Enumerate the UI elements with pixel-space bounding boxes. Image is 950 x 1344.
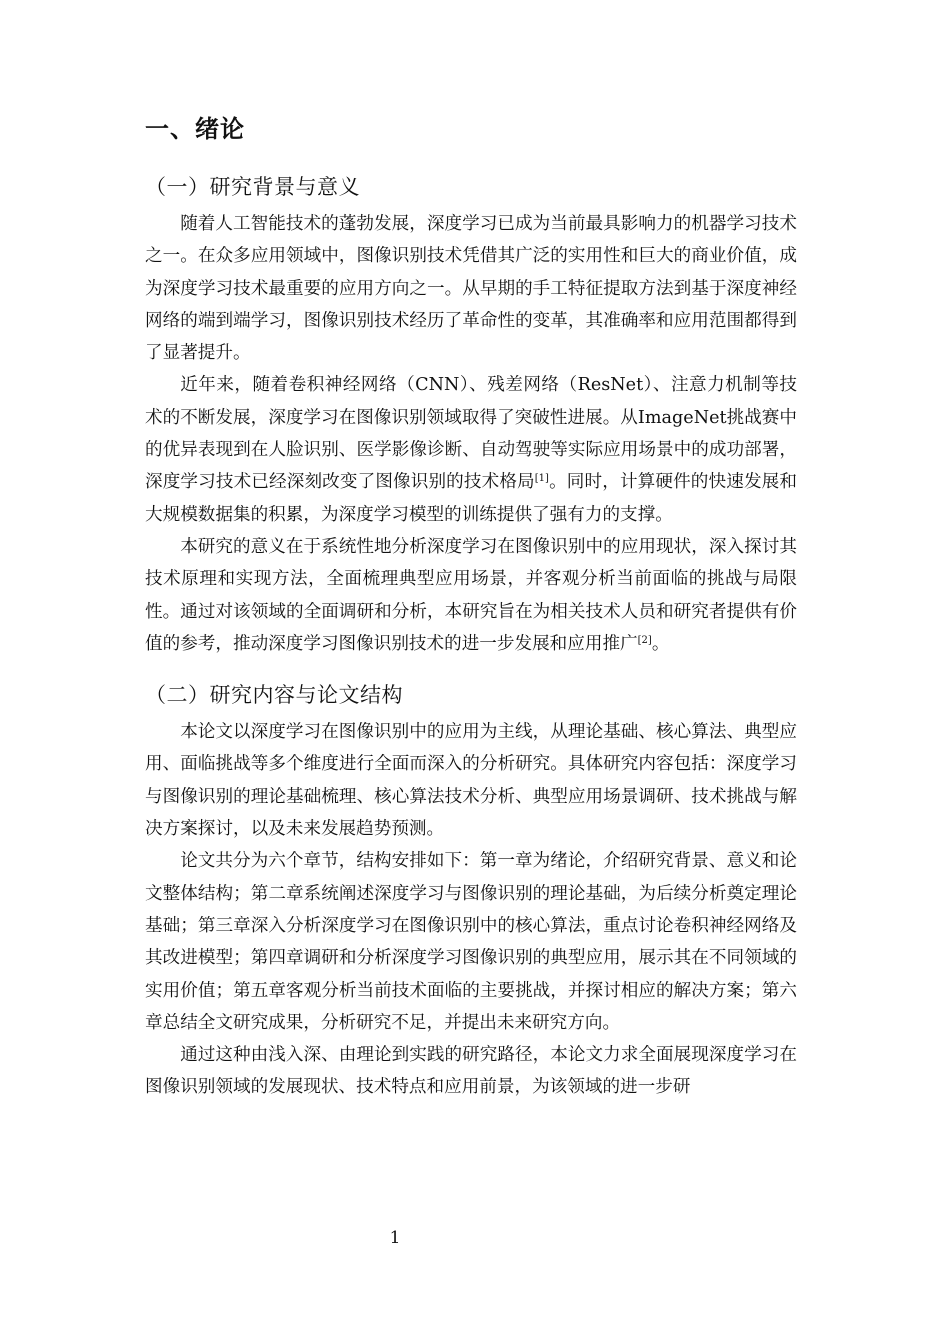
page-content	[145, 112, 797, 1104]
page-number: 1	[389, 1228, 401, 1248]
subsection-title-background: （一）研究背景与意义	[145, 175, 360, 199]
paragraph: 论文共分为六个章节，结构安排如下：第一章为绪论，介绍研究背景、意义和论文整体结构；第二章系统阐述深度学习与图像识别的理论基础，为后续分析奠定理论基础；第三章深入分析深度学习在图像识别中的核心算法，重点讨论卷积神经网络及其改进模型；第四章调研和分析深度学习图像识别的典型应用，展示其在不同领域的实用价值；第五章客观分析当前技术面临的主要挑战，并探讨相应的解决方案；第六章总结全文研究成果，分析研究不足，并提出未来研究方向。	[145, 851, 797, 1033]
paragraph: 近年来，随着卷积神经网络（CNN）、残差网络（ResNet）、注意力机制等技术的不断发展，深度学习在图像识别领域取得了突破性进展。从ImageNet挑战赛中的优异表现到在人脸识别、医学影像诊断、自动驾驶等实际应用场景中的成功部署，深度学习技术已经深刻改变了图像识别的技术格局[1]。同时，计算硬件的快速发展和大规模数据集的积累，为深度学习模型的训练提供了强有力的支撑。	[145, 375, 797, 525]
citation-ref[interactable]: [1]	[534, 473, 549, 485]
citation-ref[interactable]: [2]	[637, 634, 652, 646]
paragraph: 本研究的意义在于系统性地分析深度学习在图像识别中的应用现状，深入探讨其技术原理和实现方法，全面梳理典型应用场景，并客观分析当前面临的挑战与局限性。通过对该领域的全面调研和分析，本研究旨在为相关技术人员和研究者提供有价值的参考，推动深度学习图像识别技术的进一步发展和应用推广[2]。	[145, 536, 797, 654]
paragraph: 随着人工智能技术的蓬勃发展，深度学习已成为当前最具影响力的机器学习技术之一。在众多应用领域中，图像识别技术凭借其广泛的实用性和巨大的商业价值，成为深度学习技术最重要的应用方向之一。从早期的手工特征提取方法到基于深度神经网络的端到端学习，图像识别技术经历了革命性的变革，其准确率和应用范围都得到了显著提升。	[145, 214, 797, 364]
paragraph: 通过这种由浅入深、由理论到实践的研究路径，本论文力求全面展现深度学习在图像识别领域的发展现状、技术特点和应用前景，为该领域的进一步研	[145, 1045, 797, 1098]
section-title: 一、绪论	[145, 115, 245, 143]
paragraph: 本论文以深度学习在图像识别中的应用为主线，从理论基础、核心算法、典型应用、面临挑战等多个维度进行全面而深入的分析研究。具体研究内容包括：深度学习与图像识别的理论基础梳理、核心算法技术分析、典型应用场景调研、技术挑战与解决方案探讨，以及未来发展趋势预测。	[145, 722, 797, 840]
subsection-title-structure: （二）研究内容与论文结构	[145, 683, 403, 708]
